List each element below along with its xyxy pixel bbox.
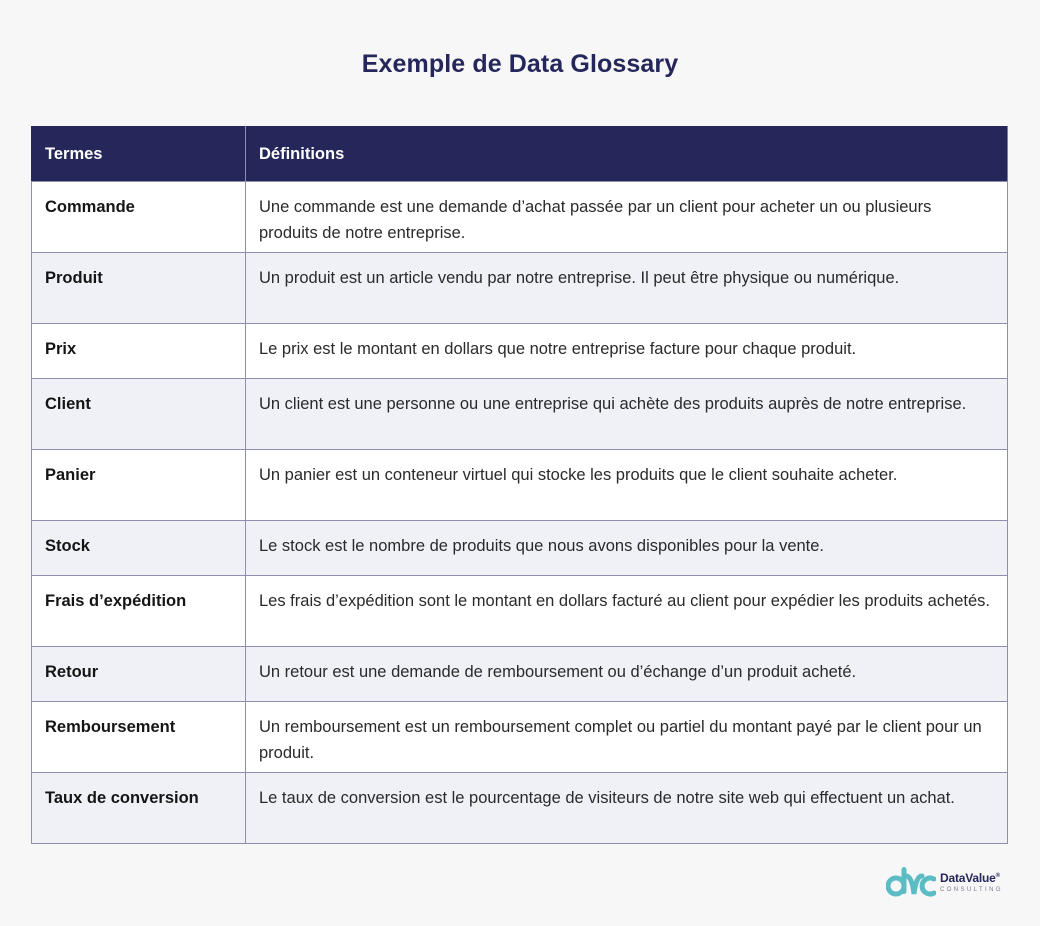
definition-cell: Le prix est le montant en dollars que notre entreprise facture pour chaque produit. — [246, 324, 1008, 379]
logo-name: DataValue — [940, 870, 996, 885]
column-header-terms: Termes — [32, 127, 246, 182]
definition-cell: Un produit est un article vendu par notre entreprise. Il peut être physique ou numérique. — [246, 253, 1008, 324]
term-cell: Commande — [32, 182, 246, 253]
term-cell: Remboursement — [32, 702, 246, 773]
term-cell: Produit — [32, 253, 246, 324]
page-title: Exemple de Data Glossary — [361, 50, 679, 78]
dvc-logo-icon — [886, 865, 936, 899]
glossary-table — [31, 126, 1008, 844]
definition-cell: Le stock est le nombre de produits que nous avons disponibles pour la vente. — [246, 521, 1008, 576]
table-row — [32, 647, 1008, 702]
table-row — [32, 324, 1008, 379]
definition-cell: Une commande est une demande d’achat passée par un client pour acheter un ou plusieurs produits de notre entreprise. — [246, 182, 1008, 253]
definition-cell: Un retour est une demande de remboursement ou d’échange d’un produit acheté. — [246, 647, 1008, 702]
term-cell: Prix — [32, 324, 246, 379]
table-row — [32, 576, 1008, 647]
datavalue-logo — [886, 865, 1003, 899]
definition-cell: Un panier est un conteneur virtuel qui stocke les produits que le client souhaite acheter. — [246, 450, 1008, 521]
column-header-definitions: Définitions — [246, 127, 1008, 182]
term-cell: Stock — [32, 521, 246, 576]
term-cell: Panier — [32, 450, 246, 521]
table-row — [32, 253, 1008, 324]
table-row — [32, 182, 1008, 253]
logo-subtitle: CONSULTING — [940, 886, 1003, 893]
registered-mark: ® — [995, 872, 1000, 879]
definition-cell: Les frais d’expédition sont le montant en dollars facturé au client pour expédier les produits achetés. — [246, 576, 1008, 647]
term-cell: Client — [32, 379, 246, 450]
term-cell: Retour — [32, 647, 246, 702]
term-cell: Frais d’expédition — [32, 576, 246, 647]
table-row — [32, 521, 1008, 576]
definition-cell: Un client est une personne ou une entreprise qui achète des produits auprès de notre entreprise. — [246, 379, 1008, 450]
table-header-row — [32, 127, 1008, 182]
term-cell: Taux de conversion — [32, 773, 246, 844]
table-row — [32, 702, 1008, 773]
table-row — [32, 379, 1008, 450]
definition-cell: Un remboursement est un remboursement complet ou partiel du montant payé par le client pour un produit. — [246, 702, 1008, 773]
definition-cell: Le taux de conversion est le pourcentage de visiteurs de notre site web qui effectuent un achat. — [246, 773, 1008, 844]
table-row — [32, 450, 1008, 521]
table-row — [32, 773, 1008, 844]
